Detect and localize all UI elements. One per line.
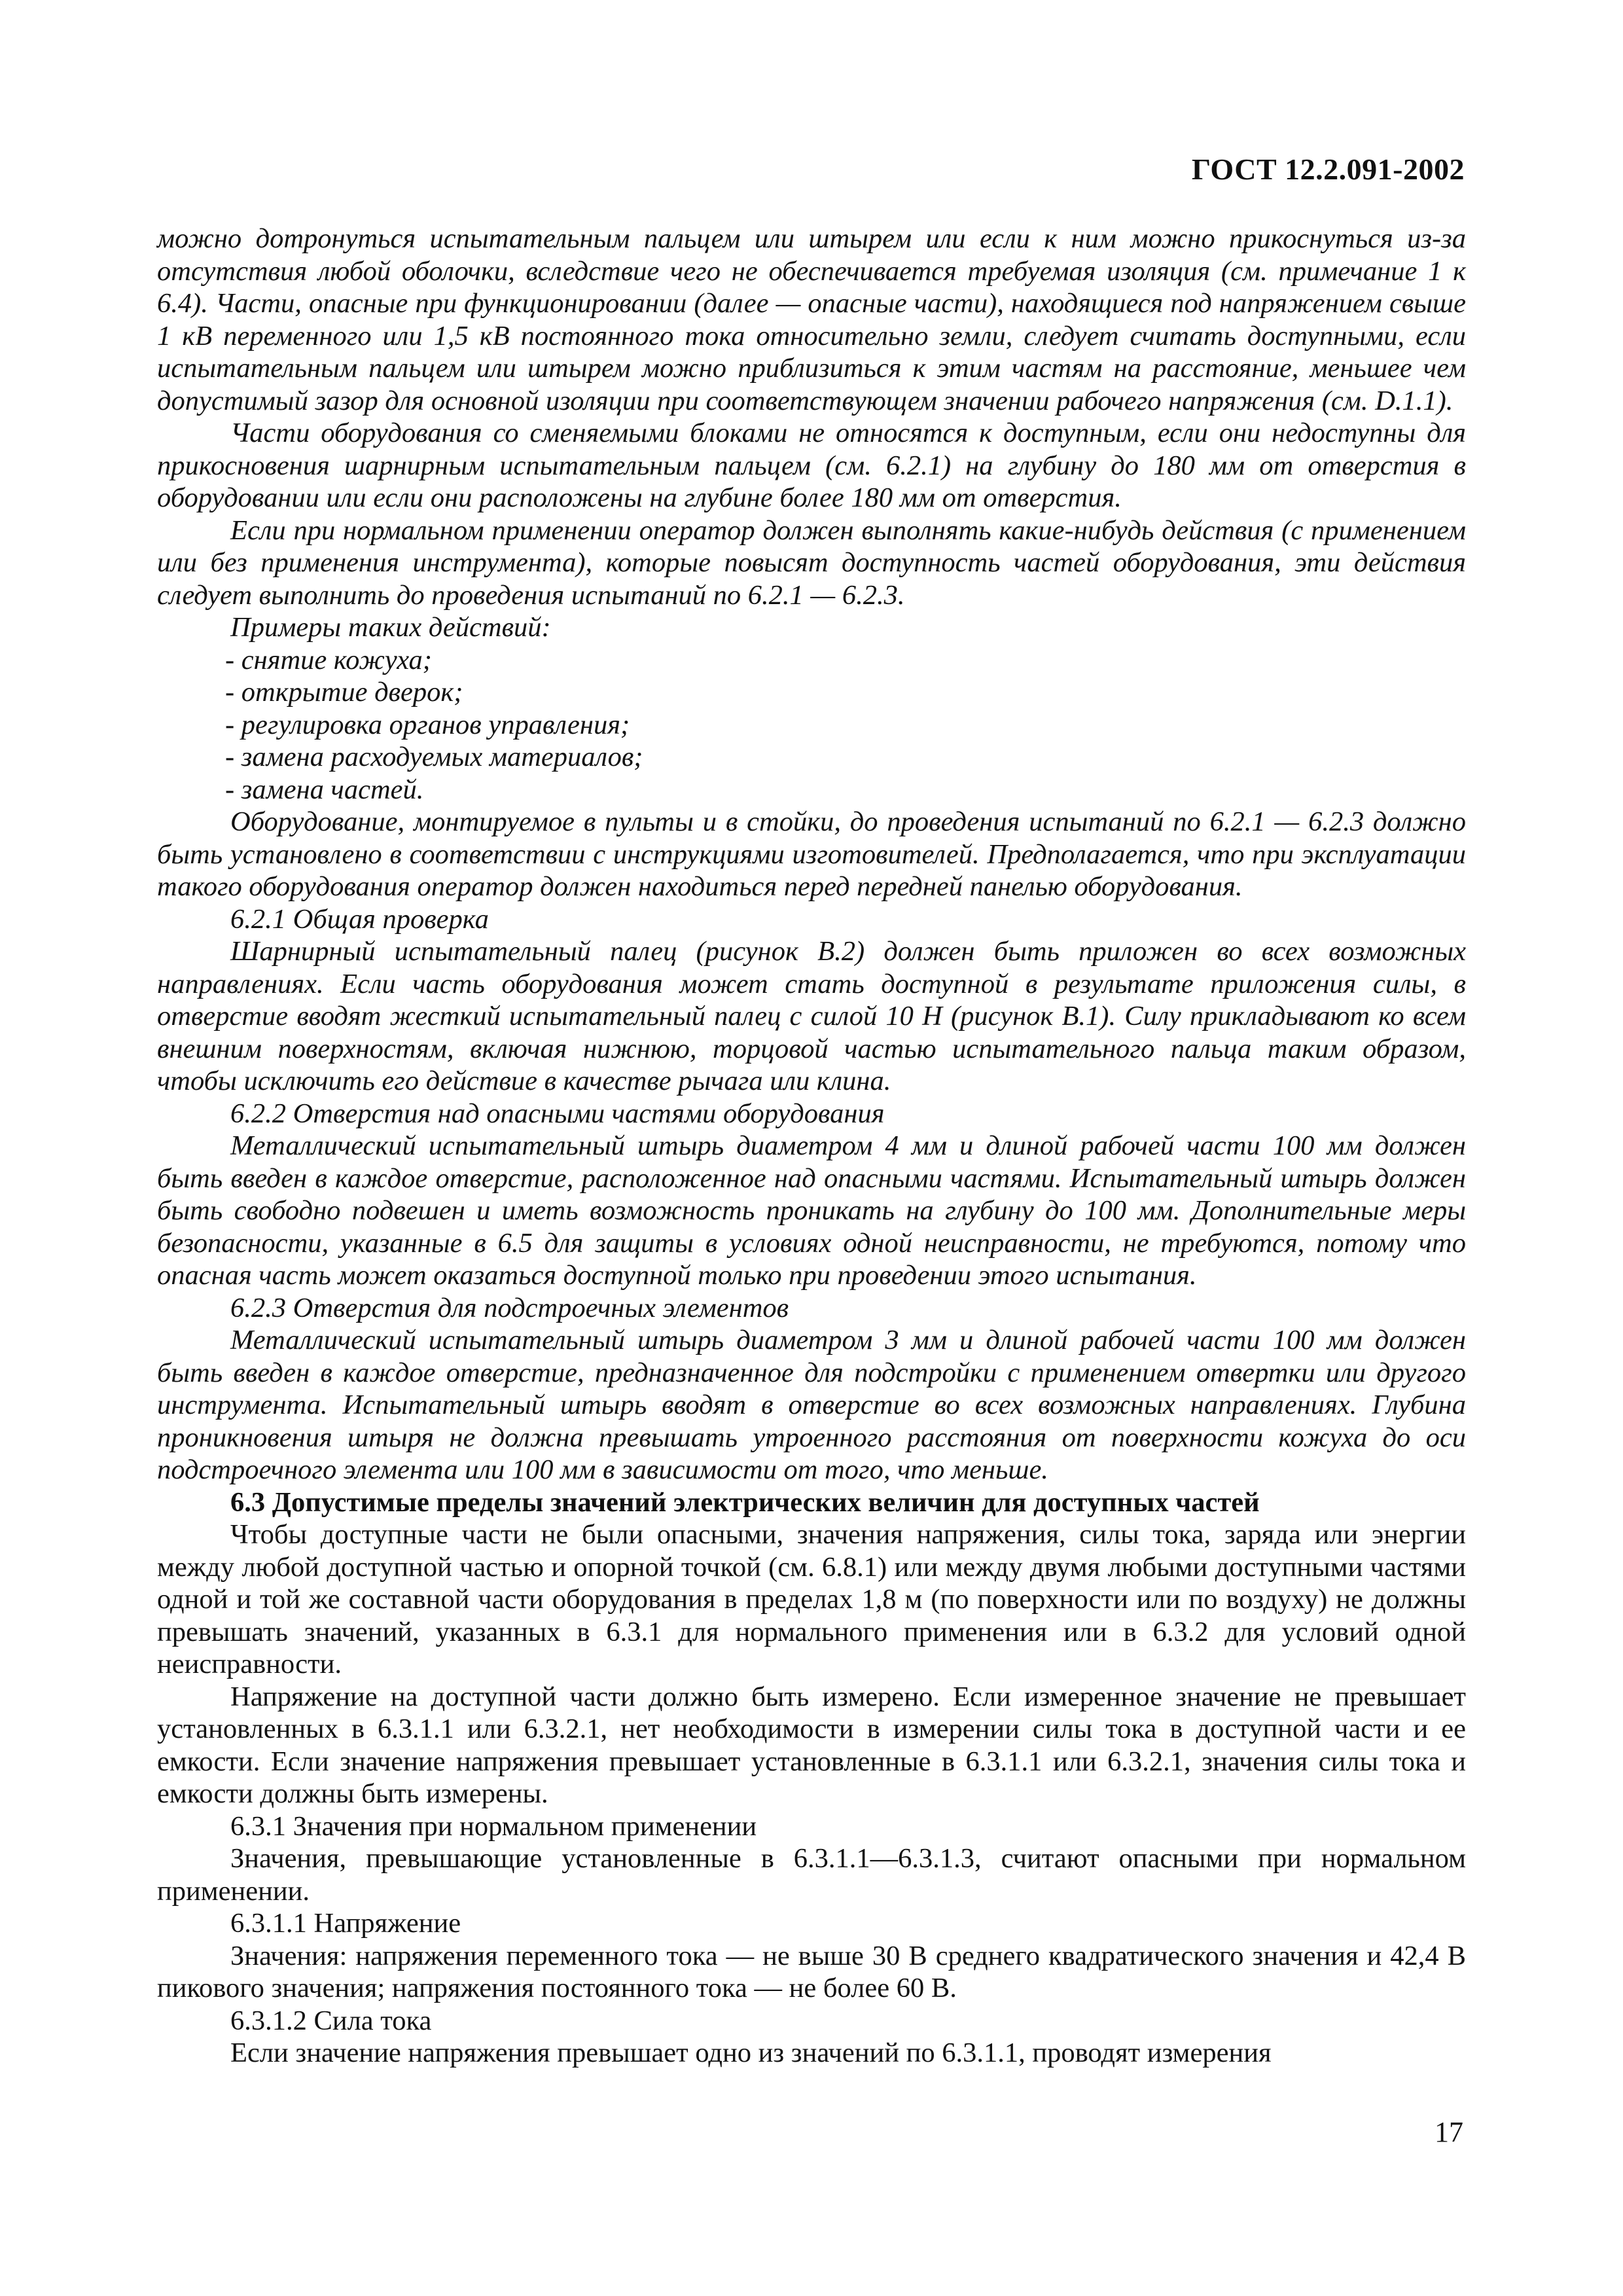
subsection-heading: 6.3.1 Значения при нормальном применении bbox=[230, 1810, 757, 1842]
paragraph: Металлический испытательный штырь диаметром 4 мм и длиной рабочей части 100 мм должен быть введен в каждое отверстие, расположенное над опасными частями. Испытательный штырь должен быть свободно подвешен и иметь возможность проникать на глубину до 100 мм. Дополнительные меры безопасности, указанные в 6.5 для защиты в условиях одной неисправности, не требуются, потому что опасная часть может оказаться доступной только при проведении этого испытания. bbox=[157, 1130, 1466, 1291]
list-item: - замена частей. bbox=[225, 774, 424, 805]
paragraph: Если значение напряжения превышает одно из значений по 6.3.1.1, проводят измерения bbox=[230, 2037, 1272, 2068]
page-number: 17 bbox=[1435, 2116, 1463, 2148]
paragraph: Значения: напряжения переменного тока — не выше 30 В среднего квадратического значения и 42,4 В пикового значения; напряжения постоянного тока — не более 60 В. bbox=[157, 1940, 1466, 2003]
paragraph: Чтобы доступные части не были опасными, значения напряжения, силы тока, заряда или энергии между любой доступной частью и опорной точкой (см. 6.8.1) или между двумя любыми доступными частями одной и той же составной части оборудования в пределах 1,8 м (по поверхности или по воздуху) не должны превышать значений, указанных в 6.3.1 для нормального применения или в 6.3.2 для условий одной неисправности. bbox=[157, 1519, 1466, 1679]
paragraph: Оборудование, монтируемое в пульты и в стойки, до проведения испытаний по 6.2.1 — 6.2.3 должно быть установлено в соответствии с инструкциями изготовителей. Предполагается, что при эксплуатации такого оборудования оператор должен находиться перед передней панелью оборудования. bbox=[157, 806, 1466, 902]
list-item: - регулировка органов управления; bbox=[225, 709, 630, 740]
paragraph: Примеры таких действий: bbox=[230, 612, 551, 643]
section-heading: 6.3 Допустимые пределы значений электрических величин для доступных частей bbox=[230, 1486, 1260, 1518]
subsection-heading: 6.2.3 Отверстия для подстроечных элементов bbox=[230, 1292, 789, 1323]
subsection-heading: 6.2.2 Отверстия над опасными частями оборудования bbox=[230, 1098, 885, 1129]
subsection-heading: 6.3.1.2 Сила тока bbox=[230, 2005, 432, 2036]
body-text bbox=[157, 223, 1466, 2070]
subsection-heading: 6.2.1 Общая проверка bbox=[230, 903, 489, 935]
paragraph: Значения, превышающие установленные в 6.3.1.1—6.3.1.3, считают опасными при нормальном применении. bbox=[157, 1843, 1466, 1907]
paragraph: Шарнирный испытательный палец (рисунок В.2) должен быть приложен во всех возможных направлениях. Если часть оборудования может стать доступной в результате приложения силы, в отверстие вводят жесткий испытательный палец с силой 10 Н (рисунок В.1). Силу прикладывают ко всем внешним поверхностям, включая нижнюю, торцовой частью испытательного пальца таким образом, чтобы исключить его действие в качестве рычага или клина. bbox=[157, 936, 1466, 1096]
list-item: - открытие дверок; bbox=[225, 677, 463, 708]
paragraph: можно дотронуться испытательным пальцем или штырем или если к ним можно прикоснуться из-за отсутствия любой оболочки, вследствие чего не обеспечивается требуемая изоляция (см. примечание 1 к 6.4). Части, опасные при функционировании (далее — опасные части), находящиеся под напряжением свыше 1 кВ переменного или 1,5 кВ постоянного тока относительно земли, следует считать доступными, если испытательным пальцем или штырем можно приблизиться к этим частям на расстояние, меньшее чем допустимый зазор для основной изоляции при соответствующем значении рабочего напряжения (см. D.1.1). bbox=[157, 223, 1466, 416]
paragraph: Напряжение на доступной части должно быть измерено. Если измеренное значение не превышает установленных в 6.3.1.1 или 6.3.2.1, нет необходимости в измерении силы тока в доступной части и ее емкости. Если значение напряжения превышает установленные в 6.3.1.1 или 6.3.2.1, значения силы тока и емкости должны быть измерены. bbox=[157, 1681, 1466, 1809]
list-item: - замена расходуемых материалов; bbox=[225, 742, 643, 772]
paragraph: Если при нормальном применении оператор должен выполнять какие-нибудь действия (с применением или без применения инструмента), которые повысят доступность частей оборудования, эти действия следует выполнить до проведения испытаний по 6.2.1 — 6.2.3. bbox=[157, 514, 1466, 611]
paragraph: Металлический испытательный штырь диаметром 3 мм и длиной рабочей части 100 мм должен быть введен в каждое отверстие, предназначенное для подстройки с применением отвертки или другого инструмента. Испытательный штырь вводят в отверстие во всех возможных направлениях. Глубина проникновения штыря не должна превышать утроенного расстояния от поверхности кожуха до оси подстроечного элемента или 100 мм в зависимости от того, что меньше. bbox=[157, 1325, 1466, 1485]
subsection-heading: 6.3.1.1 Напряжение bbox=[230, 1908, 461, 1939]
paragraph: Части оборудования со сменяемыми блоками не относятся к доступным, если они недоступны для прикосновения шарнирным испытательным пальцем (см. 6.2.1) на глубину до 180 мм от отверстия в оборудовании или если они расположены на глубине более 180 мм от отверстия. bbox=[157, 418, 1466, 513]
document-code-header: ГОСТ 12.2.091-2002 bbox=[1191, 152, 1465, 186]
list-item: - снятие кожуха; bbox=[225, 644, 432, 675]
